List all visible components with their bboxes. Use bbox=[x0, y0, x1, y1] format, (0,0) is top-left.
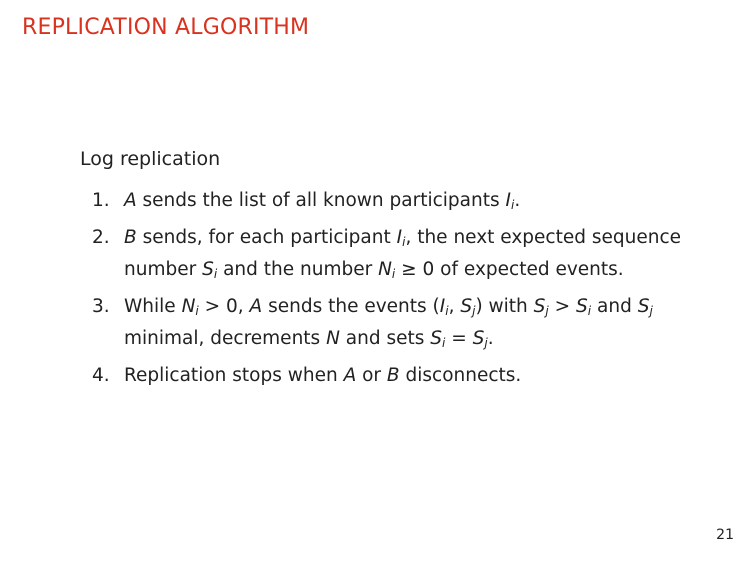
text-segment: , bbox=[448, 296, 461, 317]
math-variable: A bbox=[249, 296, 263, 317]
list-item bbox=[92, 360, 692, 392]
text-segment: and bbox=[591, 296, 638, 317]
numbered-list bbox=[92, 185, 692, 397]
text-segment: > bbox=[548, 296, 577, 317]
text-segment: or bbox=[356, 365, 387, 386]
math-subscript: i bbox=[445, 304, 449, 318]
page-number: 21 bbox=[716, 527, 734, 543]
text-segment: . bbox=[487, 328, 494, 349]
list-item-number: 3. bbox=[92, 296, 110, 317]
math-variable: $N_i$ bbox=[378, 259, 396, 281]
math-variable: $S_j$ bbox=[637, 296, 653, 318]
math-variable: $N_i$ bbox=[181, 296, 199, 318]
section-heading: Log replication bbox=[80, 148, 221, 170]
text-segment: sends the events ( bbox=[262, 296, 440, 317]
text-segment: and the number bbox=[217, 259, 379, 280]
text-segment: ≥ 0 of expected events. bbox=[395, 259, 624, 280]
text-segment: > 0, bbox=[198, 296, 250, 317]
text-segment: sends the list of all known participants bbox=[136, 190, 506, 211]
math-variable: $S_j$ bbox=[533, 296, 549, 318]
list-item-text bbox=[124, 222, 692, 286]
math-variable: B bbox=[386, 365, 400, 386]
text-segment: and sets bbox=[339, 328, 431, 349]
text-segment: sends, for each participant bbox=[136, 227, 397, 248]
slide-title: REPLICATION ALGORITHM bbox=[22, 15, 310, 40]
text-segment: = bbox=[445, 328, 473, 349]
list-item-number: 1. bbox=[92, 190, 110, 211]
math-subscript: i bbox=[391, 267, 396, 281]
text-segment: disconnects. bbox=[399, 365, 522, 386]
list-item-text bbox=[124, 185, 692, 217]
list-item bbox=[92, 222, 692, 286]
text-segment: . bbox=[514, 190, 521, 211]
math-subscript: i bbox=[195, 304, 199, 318]
text-segment: Replication stops when bbox=[124, 365, 344, 386]
math-subscript: j bbox=[472, 304, 476, 318]
math-subscript: i bbox=[402, 235, 406, 249]
math-variable: $S_i$ bbox=[202, 259, 218, 281]
math-subscript: i bbox=[442, 336, 446, 350]
math-variable: B bbox=[124, 227, 137, 248]
text-segment: ) with bbox=[475, 296, 534, 317]
math-variable: $S_j$ bbox=[472, 328, 488, 350]
math-variable: $S_j$ bbox=[460, 296, 476, 318]
math-variable: A bbox=[343, 365, 357, 386]
list-item-number: 2. bbox=[92, 227, 110, 248]
math-variable: $I_i$ bbox=[439, 296, 449, 318]
math-subscript: j bbox=[545, 304, 549, 318]
math-variable: N bbox=[326, 328, 340, 349]
math-subscript: i bbox=[213, 267, 218, 281]
math-subscript: j bbox=[649, 304, 653, 318]
text-segment: While bbox=[124, 296, 182, 317]
text-segment: , the next expected sequence number bbox=[124, 227, 687, 280]
list-item-text bbox=[124, 291, 692, 355]
list-item-number: 4. bbox=[92, 365, 110, 386]
math-variable: $I_i$ bbox=[396, 227, 406, 249]
list-item-text bbox=[124, 360, 692, 392]
text-segment: minimal, decrements bbox=[124, 296, 659, 349]
math-variable: $I_i$ bbox=[505, 190, 515, 212]
math-subscript: j bbox=[484, 336, 488, 350]
math-variable: $S_i$ bbox=[430, 328, 446, 350]
math-variable: $S_i$ bbox=[576, 296, 592, 318]
list-item bbox=[92, 185, 692, 217]
list-item bbox=[92, 291, 692, 355]
math-variable: A bbox=[124, 190, 137, 211]
math-subscript: i bbox=[510, 198, 515, 212]
math-subscript: i bbox=[587, 304, 592, 318]
